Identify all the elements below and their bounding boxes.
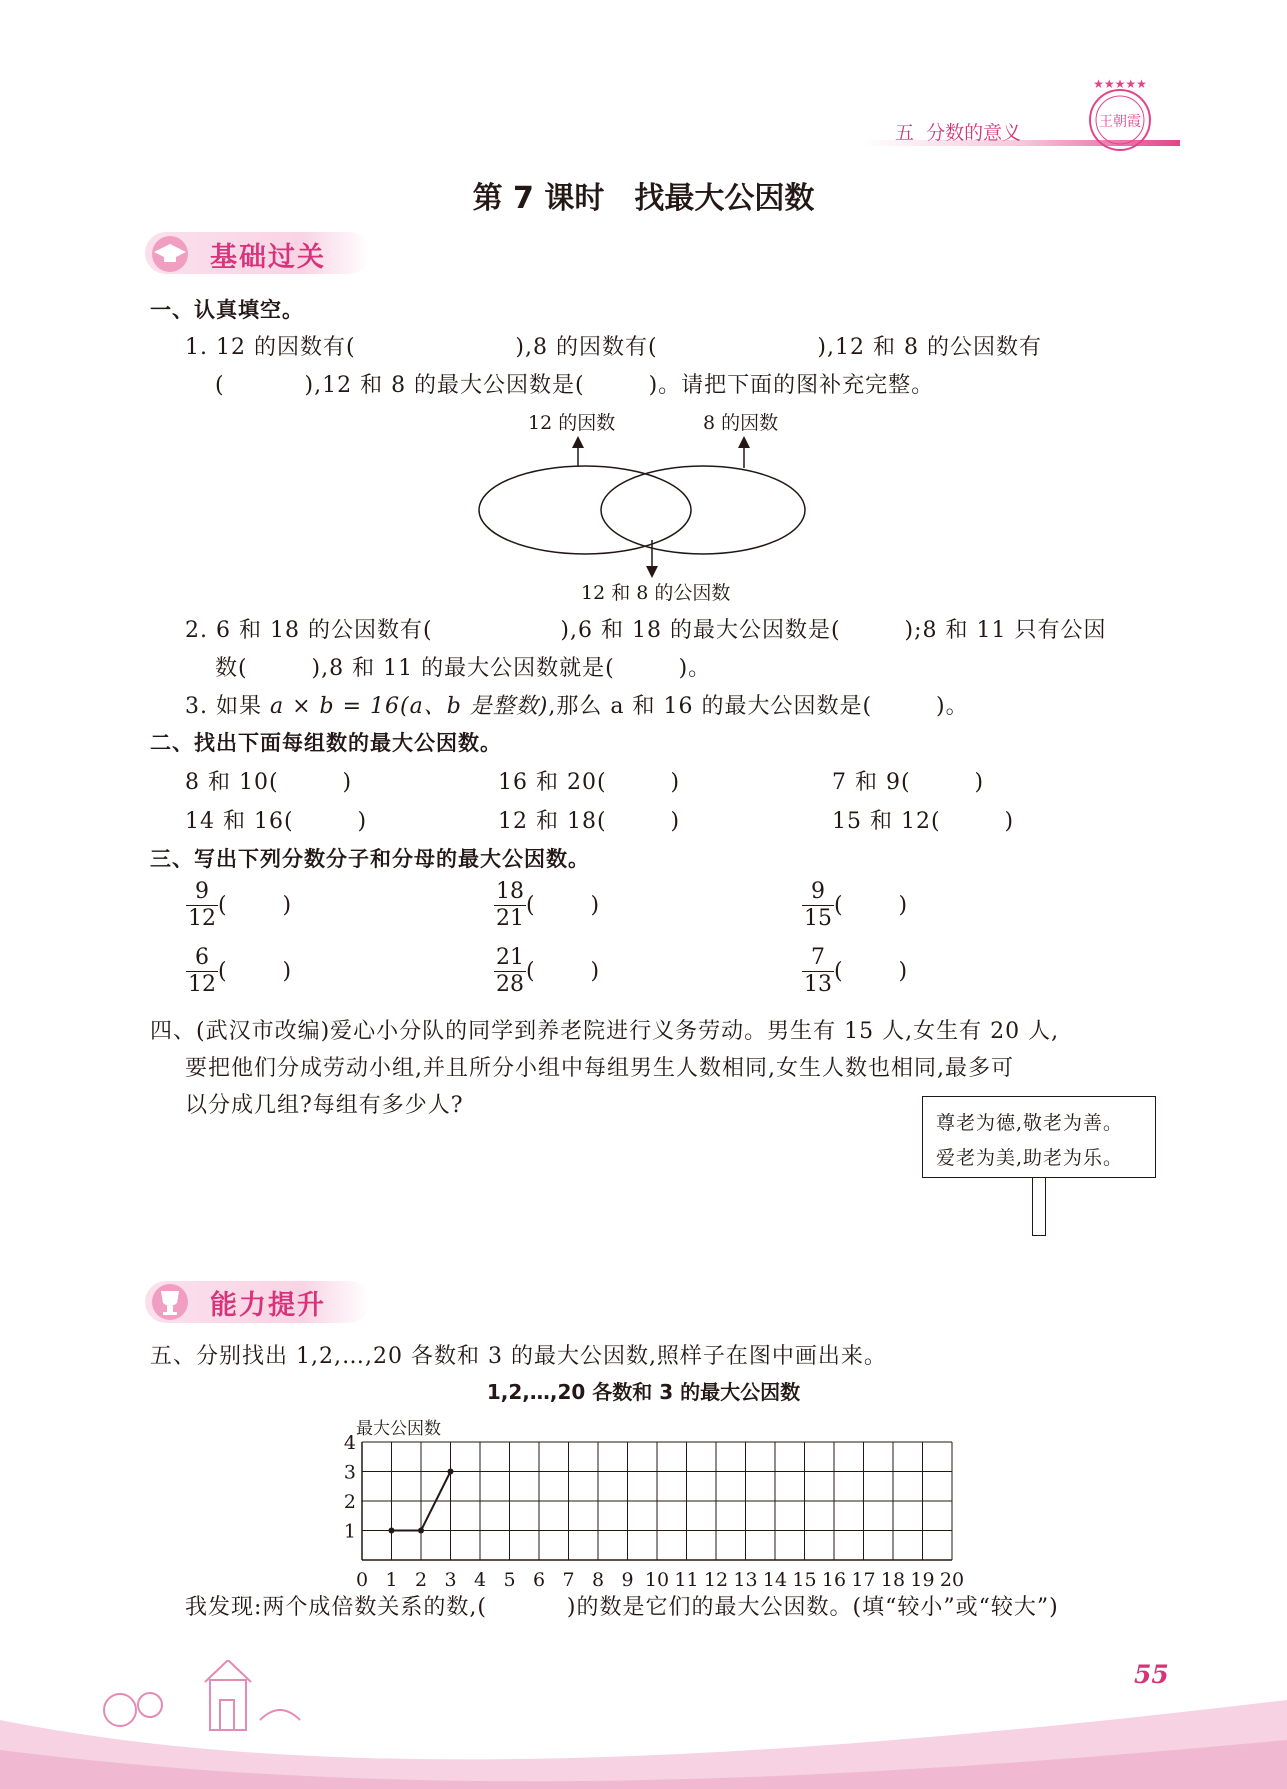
x-tick-label: 0 (355, 1569, 369, 1590)
q5-heading: 五、分别找出 1,2,…,20 各数和 3 的最大公因数,照样子在图中画出来。 (150, 1344, 887, 1369)
q4-line2: 要把他们分成劳动小组,并且所分小组中每组男生人数相同,女生人数也相同,最多可 (185, 1056, 1014, 1081)
venn-left-label: 12 的因数 (528, 412, 616, 434)
x-tick-label: 11 (674, 1569, 699, 1590)
q5-discovery: 我发现:两个成倍数关系的数,( )的数是它们的最大公因数。(填“较小”或“较大”) (185, 1595, 1059, 1620)
x-tick-label: 17 (851, 1569, 876, 1590)
y-tick-label: 3 (343, 1461, 356, 1484)
q2-pair-1: 8 和 10( ) (185, 770, 353, 795)
gcd-chart (330, 1400, 970, 1590)
y-tick-label: 1 (343, 1520, 356, 1543)
brand-logo (1080, 78, 1160, 158)
fraction-2-num: 18 (496, 879, 524, 904)
graduation-cap-icon (148, 234, 196, 274)
x-tick-label: 13 (733, 1569, 758, 1590)
x-tick-label: 8 (591, 1569, 605, 1590)
q2-heading: 二、找出下面每组数的最大公因数。 (150, 731, 502, 755)
y-tick-label: 2 (343, 1491, 356, 1513)
x-tick-label: 4 (473, 1569, 487, 1590)
x-tick-label: 19 (910, 1569, 935, 1590)
fraction-4 (186, 947, 218, 996)
x-tick-label: 12 (703, 1569, 729, 1590)
x-tick-label: 14 (762, 1569, 788, 1590)
y-axis-label: 最大公因数 (356, 1419, 441, 1439)
q2-pair-3: 7 和 9( ) (832, 770, 985, 795)
page-number: 55 (1134, 1660, 1169, 1689)
x-tick-label: 18 (880, 1569, 906, 1590)
fraction-5-num: 21 (496, 945, 524, 970)
fraction-6-den: 13 (804, 972, 832, 997)
q1-item3-expr: a × b = 16(a、b 是整数) (269, 694, 549, 719)
data-point (448, 1469, 454, 1475)
chapter-label: 五 分数的意义 (895, 122, 1022, 144)
venn-right-label: 8 的因数 (703, 412, 779, 434)
fraction-2 (494, 881, 526, 930)
svg-text:★★★★★: ★★★★★ (1093, 78, 1147, 91)
fraction-1-num: 9 (195, 879, 209, 904)
fraction-3-num: 9 (811, 879, 825, 904)
q1-item2-line1: 2. 6 和 18 的公因数有( ),6 和 18 的最大公因数是( );8 和 11 只有公因 (185, 618, 1107, 643)
x-tick-label: 7 (562, 1569, 575, 1590)
q3-heading: 三、写出下列分数分子和分母的最大公因数。 (150, 847, 590, 871)
x-tick-label: 20 (939, 1569, 965, 1590)
q2-pair-6: 15 和 12( ) (832, 809, 1015, 834)
x-tick-label: 5 (503, 1569, 516, 1590)
fraction-3-answer: ( ) (834, 893, 908, 918)
fraction-1 (186, 881, 218, 930)
q1-item1-line2: ( ),12 和 8 的最大公因数是( )。请把下面的图补充完整。 (215, 373, 935, 398)
x-tick-label: 10 (644, 1569, 670, 1590)
fraction-2-den: 21 (496, 906, 524, 931)
fraction-1-den: 12 (188, 906, 216, 931)
x-tick-label: 16 (821, 1569, 847, 1590)
q1-item3-pre: 3. 如果 (185, 694, 270, 719)
x-tick-label: 2 (414, 1569, 428, 1590)
x-tick-label: 6 (532, 1569, 546, 1590)
q1-heading: 一、认真填空。 (150, 298, 304, 322)
trophy-icon (148, 1282, 196, 1322)
fraction-4-num: 6 (195, 945, 209, 970)
q1-item3-post: ,那么 a 和 16 的最大公因数是( )。 (548, 694, 969, 719)
fraction-5 (494, 947, 526, 996)
q2-pair-2: 16 和 20( ) (498, 770, 681, 795)
x-tick-label: 1 (385, 1569, 398, 1590)
venn-common-label: 12 和 8 的公因数 (581, 582, 731, 604)
y-tick-label: 4 (343, 1432, 356, 1454)
fraction-1-answer: ( ) (218, 893, 292, 918)
fraction-6-num: 7 (811, 945, 825, 970)
brand-name: 王朝霞 (1099, 114, 1141, 130)
page-title: 第 7 课时 找最大公因数 (472, 181, 815, 216)
q4-line3: 以分成几组?每组有多少人? (185, 1093, 464, 1118)
footer-decoration (0, 1660, 1287, 1789)
fraction-4-den: 12 (188, 972, 216, 997)
fraction-3-den: 15 (804, 906, 832, 931)
venn-left-ellipse (479, 466, 691, 554)
data-point (418, 1528, 424, 1534)
section-title-ability: 能力提升 (210, 1290, 326, 1321)
q1-item1-line1: 1. 12 的因数有( ),8 的因数有( ),12 和 8 的公因数有 (185, 335, 1042, 360)
q2-pair-4: 14 和 16( ) (185, 809, 368, 834)
chart-title: 1,2,…,20 各数和 3 的最大公因数 (486, 1380, 801, 1404)
fraction-5-den: 28 (496, 972, 524, 997)
fraction-6-answer: ( ) (834, 959, 908, 984)
venn-right-ellipse (601, 466, 805, 554)
sign-post (1032, 1178, 1046, 1236)
fraction-2-answer: ( ) (526, 893, 600, 918)
fraction-6 (802, 947, 834, 996)
fraction-5-answer: ( ) (526, 959, 600, 984)
q4-line1: 四、(武汉市改编)爱心小分队的同学到养老院进行义务劳动。男生有 15 人,女生有 20 人, (150, 1019, 1060, 1044)
section-title-basic: 基础过关 (210, 242, 326, 273)
q1-item3 (185, 689, 969, 720)
castle-icon (104, 1660, 300, 1730)
sign-line-2: 爱老为美,助老为乐。 (936, 1147, 1124, 1169)
sign-line-1: 尊老为德,敬老为善。 (936, 1112, 1124, 1134)
q1-item2-line2: 数( ),8 和 11 的最大公因数就是( )。 (215, 656, 712, 681)
fraction-3 (802, 881, 834, 930)
fraction-4-answer: ( ) (218, 959, 292, 984)
x-tick-label: 3 (444, 1569, 457, 1590)
x-tick-label: 15 (792, 1569, 817, 1590)
q2-pair-5: 12 和 18( ) (498, 809, 681, 834)
data-point (389, 1528, 395, 1534)
x-tick-label: 9 (621, 1569, 634, 1590)
